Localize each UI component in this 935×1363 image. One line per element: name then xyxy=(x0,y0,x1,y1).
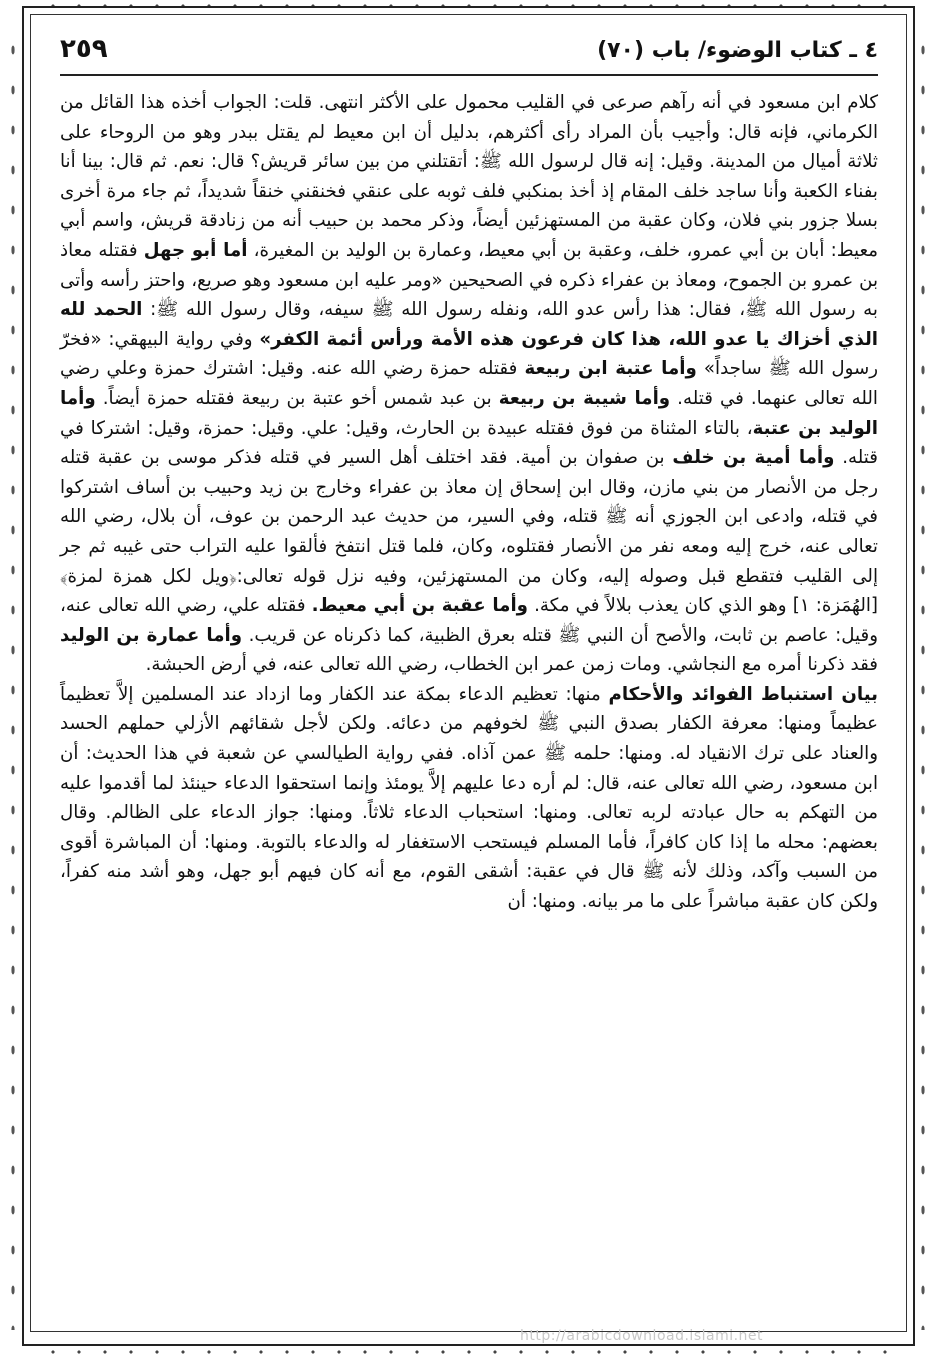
running-title: ٤ ـ كتاب الوضوء/ باب (٧٠) xyxy=(597,38,878,63)
text-run: بن صفوان بن أمية. فقد اختلف أهل السير في قتله فذكر موسى بن عقبة قتله رجل من الأنصار من بني مازن، وقال ابن إسحاق إن معاذ بن عفراء وخارج بن زيد وحبيب بن أساف اشتركوا في قتله، وادعى ابن الجوزي أنه ﷺ قتله، وفي السير، من حديث عبد الرحمن بن عوف، أن بلال، رضي الله تعالى عنه، خرج إليه ومعه نفر من الأنصار فقتلوه، وكان، فلما قتل انتفخ فألقوا عليه التراب حتى غيبه ثم جر إلى القليب فتقطع قبل وصوله إليه، وكان من المستهزئين، وفيه نزل قوله تعالى:﴿ويل لكل همزة لمزة﴾ [الهُمَزة: ١] وهو الذي كان يعذب بلالاً في مكة. xyxy=(60,447,879,617)
watermark-url: http://arabicdownload.islami.net xyxy=(520,1328,764,1344)
text-run: بن عبد شمس أخو عتبة بن ربيعة فقتله حمزة أيضاً. xyxy=(95,387,499,409)
page-header xyxy=(60,32,878,74)
text-run: وفي رواية البيهقي: «فخرّ رسول الله ﷺ ساجداً» xyxy=(60,328,878,380)
header-divider xyxy=(60,74,878,76)
section-heading: بيان استنباط الفوائد والأحكام xyxy=(608,683,878,705)
text-run: فقد ذكرنا أمره مع النجاشي. ومات زمن عمر ابن الخطاب، رضي الله تعالى عنه، في أرض الحبشة. xyxy=(145,654,878,676)
paragraph-benefits xyxy=(60,680,878,917)
text-run: ، بالتاء المثناة من فوق فقتله عبيدة بن الحارث، وقيل: علي. وقيل: حمزة، وقيل: اشتركا في قتله. xyxy=(60,417,878,469)
bold-phrase: وأما شيبة بن ربيعة xyxy=(498,387,671,409)
text-run: كلام ابن مسعود في أنه رآهم صرعى في القليب محمول على الأكثر انتهى. قلت: الجواب أخذه هذا القائل من الكرماني، فإنه قال: وأجيب بأن المراد رأى أكثرهم، بدليل أن ابن معيط لم يقتل ببدر وهو من الروحاء على ثلاثة أميال من المدينة. وقيل: إنه قال لرسول الله ﷺ: أتقتلني من بين سائر قريش؟ قال: نعم. ثم قال: بينا أنا بفناء الكعبة وأنا ساجد خلف المقام إذ أخذ بمنكبي فلف ثوبه على عنقي فخنقني خنقاً شديداً، ثم جاء مرة أخرى بسلا جزور بني فلان، وكان عقبة من المستهزئين أيضاً، وذكر محمد بن حبيب أنه من زنادقة قريش، واسم أبي معيط: أبان بن أبي عمرو، خلف، وعقبة بن أبي معيط، وعمارة بن الوليد بن المغيرة، xyxy=(60,92,878,261)
bold-phrase: وأما عتبة ابن ربيعة xyxy=(524,358,697,380)
bold-phrase: الحمد لله الذي أخزاك يا عدو الله، هذا كان فرعون هذه الأمة ورأس أئمة الكفر» xyxy=(60,299,879,350)
bold-phrase: وأما أمية بن خلف xyxy=(672,447,835,469)
page-number: ٢٥٩ xyxy=(60,34,108,64)
left-border-ornament xyxy=(8,30,18,1330)
body-text xyxy=(60,88,878,917)
text-run: فقتله معاذ بن عمرو بن الجموح، ومعاذ بن عفراء ذكره في الصحيحين «ومر عليه ابن مسعود وهو صريع، واحتز رأسه وأتى به رسول الله ﷺ، فقال: هذا رأس عدو الله، ونفله رسول الله ﷺ سيفه، وقال رسول الله ﷺ: xyxy=(60,239,878,321)
right-border-ornament xyxy=(918,30,928,1330)
bottom-border-ornament xyxy=(40,1348,900,1356)
text-run: فقتله علي، رضي الله تعالى عنه، وقيل: عاصم بن ثابت، والأصح أن النبي ﷺ قتله بعرق الظبية، كما ذكرناه عن قريب. xyxy=(60,595,878,646)
bold-phrase: وأما الوليد بن عتبة xyxy=(60,387,878,439)
text-run: منها: تعظيم الدعاء بمكة عند الكفار وما ازداد عند المسلمين إلاَّ تعظيماً عظيماً ومنها: معرفة الكفار بصدق النبي ﷺ لخوفهم من دعائه. ولكن لأجل شقائهم الأزلي حملهم الحسد والعناد على ترك الانقياد له. ومنها: حلمه ﷺ عمن آذاه. ففي رواية الطيالسي عن شعبة في هذا الحديث: أن ابن مسعود، رضي الله تعالى عنه، قال: لم أره دعا عليهم إلاَّ يومئذ وإنما استحقوا الدعاء حينئذ لما أقدموا عليه من التهكم به حال عبادته لربه تعالى. ومنها: استحباب الدعاء ثلاثاً. ومنها: جواز الدعاء على الظالم. وقال بعضهم: محله ما إذا كان كافراً، فأما المسلم فيستحب الاستغفار له والدعاء بالتوبة. ومنها: أن المباشرة أقوى من السبب وآكد، وذلك لأنه ﷺ قال في عقبة: أشقى القوم، مع أنه كان فيهم أبو جهل، وهو أشد منه كفراً، ولكن كان عقبة مباشراً على ما مر بيانه. ومنها: أن xyxy=(60,683,878,913)
bold-phrase: وأما عقبة بن أبي معيط. xyxy=(311,595,528,617)
paragraph-main xyxy=(60,88,878,680)
bold-phrase: أما أبو جهل xyxy=(143,239,248,261)
bold-phrase: وأما عمارة بن الوليد xyxy=(60,624,243,646)
text-run: فقتله حمزة رضي الله عنه. وقيل: اشترك حمزة وعلي رضي الله تعالى عنهما. في قتله. xyxy=(60,358,878,409)
